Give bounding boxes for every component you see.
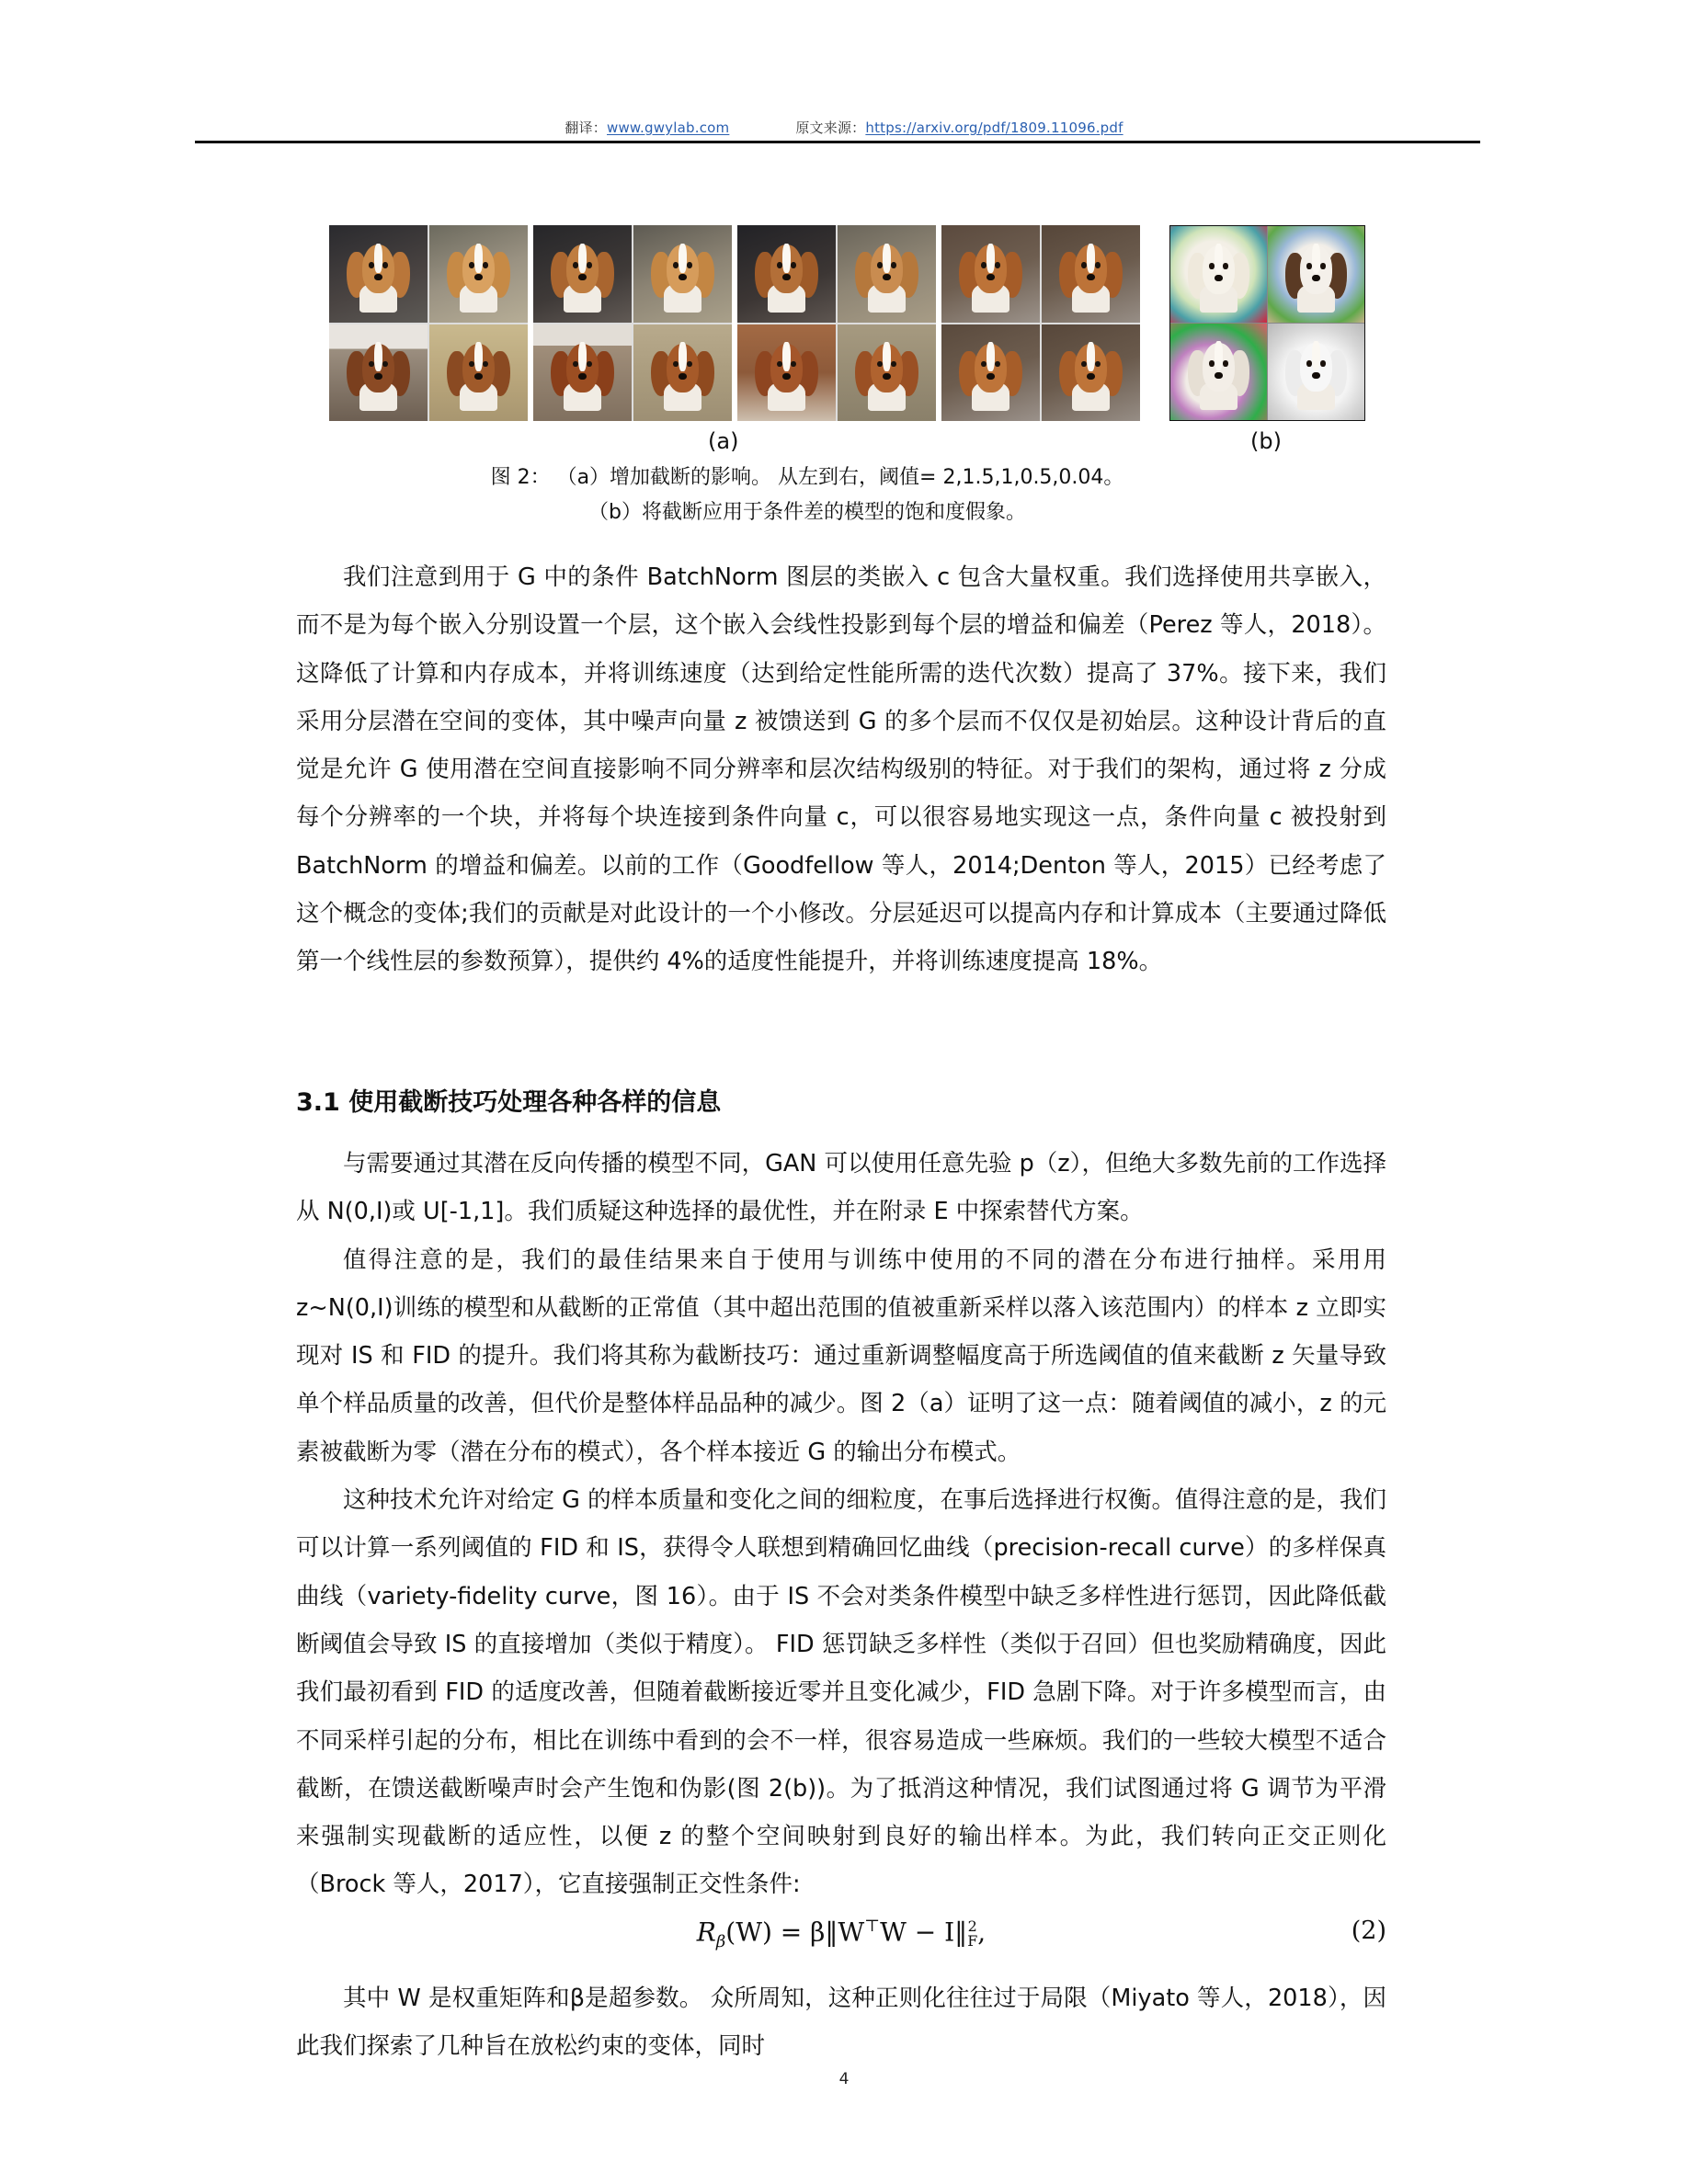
truncation-group-2 (737, 225, 936, 421)
dog-illustration (855, 239, 918, 313)
dog-illustration (447, 337, 509, 411)
sample-image (941, 225, 1040, 323)
sample-image (633, 324, 732, 422)
page-header (0, 118, 1688, 137)
dog-illustration (1188, 337, 1249, 411)
sample-image (737, 225, 836, 323)
body-paragraph-block-2 (296, 1140, 1386, 1909)
truncation-group-0 (329, 225, 528, 421)
saturated-sample-image (1268, 324, 1364, 420)
saturated-sample-image (1268, 226, 1364, 323)
dog-illustration (755, 239, 817, 313)
paragraph-1: 我们注意到用于 G 中的条件 BatchNorm 图层的类嵌入 c 包含大量权重。我们选择使用共享嵌入，而不是为每个嵌入分别设置一个层，这个嵌入会线性投影到每个层的增益和偏差（Perez 等人，2018）。这降低了计算和内存成本，并将训练速度（达到给定性能所需的迭代次数）提高了 37%。接下来，我们采用分层潜在空间的变体，其中噪声向量 z 被馈送到 G 的多个层而不仅仅是初始层。这种设计背后的直觉是允许 G 使用潜在空间直接影响不同分辨率和层次结构级别的特征。对于我们的架构，通过将 z 分成每个分辨率的一个块，并将每个块连接到条件向量 c，可以很容易地实现这一点，条件向量 c 被投射到 BatchNorm 的增益和偏差。以前的工作（Goodfellow 等人，2014;Denton 等人，2015）已经考虑了这个概念的变体;我们的贡献是对此设计的一个小修改。分层延迟可以提高内存和计算成本（主要通过降低第一个线性层的参数预算），提供约 4%的适度性能提升，并将训练速度提高 18%。 (296, 563, 1386, 976)
figure-label-b: (b) (1250, 428, 1282, 454)
sample-image (329, 324, 428, 422)
figure-caption-line1: 图 2： （a）增加截断的影响。 从左到右，阈值= 2,1.5,1,0.5,0.04。 (490, 466, 1124, 489)
dog-illustration (651, 337, 713, 411)
sample-image (633, 225, 732, 323)
translation-label: 翻译： (565, 119, 607, 136)
dog-illustration (1285, 337, 1347, 411)
sample-image (1042, 324, 1140, 422)
dog-illustration (855, 337, 918, 411)
truncation-group-3 (941, 225, 1140, 421)
sample-image (737, 324, 836, 422)
body-paragraph-block-1 (296, 553, 1386, 986)
translation-link[interactable]: www.gwylab.com (607, 119, 730, 136)
source-link[interactable]: https://arxiv.org/pdf/1809.11096.pdf (865, 119, 1123, 136)
dog-illustration (755, 337, 817, 411)
paragraph-2: 与需要通过其潜在反向传播的模型不同，GAN 可以使用任意先验 p（z），但绝大多数先前的工作选择从 N(0,I)或 U[-1,1]。我们质疑这种选择的最优性，并在附录 E 中探索替代方案。 (296, 1150, 1386, 1226)
sample-image (838, 225, 936, 323)
paragraph-4: 这种技术允许对给定 G 的样本质量和变化之间的细粒度，在事后选择进行权衡。值得注意的是，我们可以计算一系列阈值的 FID 和 IS，获得令人联想到精确回忆曲线（precision-recall curve）的多样保真曲线（variety-fidelity curve，图 16）。由于 IS 不会对类条件模型中缺乏多样性进行惩罚，因此降低截断阈值会导致 IS 的直接增加（类似于精度）。 FID 惩罚缺乏多样性（类似于召回）但也奖励精确度，因此我们最初看到 FID 的适度改善，但随着截断接近零并且变化减少，FID 急剧下降。对于许多模型而言，由不同采样引起的分布，相比在训练中看到的会不一样，很容易造成一些麻烦。我们的一些较大模型不适合截断，在馈送截断噪声时会产生饱和伪影(图 2(b))。为了抵消这种情况，我们试图通过将 G 调节为平滑来强制实现截断的适应性，以便 z 的整个空间映射到良好的输出样本。为此，我们转向正交正则化（Brock 等人，2017），它直接强制正交性条件: (296, 1486, 1386, 1899)
paragraph-5: 其中 W 是权重矩阵和β是超参数。 众所周知，这种正则化往往过于局限（Miyato 等人，2018），因此我们探索了几种旨在放松约束的变体，同时 (296, 1985, 1386, 2061)
sample-image (429, 324, 528, 422)
source-label: 原文来源： (795, 119, 866, 136)
dog-illustration (1285, 240, 1347, 313)
dog-illustration (347, 337, 409, 411)
equation-2 (296, 1917, 1386, 1961)
section-heading-3-1: 3.1 使用截断技巧处理各种各样的信息 (296, 1088, 722, 1117)
sample-image (941, 324, 1040, 422)
sample-image (533, 324, 632, 422)
figure-2a-image-grid (329, 225, 1142, 421)
dog-illustration (1188, 240, 1249, 313)
equation-body: $R_\beta(W)$ = β‖W⊤W − I‖ 2 F , (696, 1917, 987, 1951)
sample-image (429, 225, 528, 323)
sample-image (329, 225, 428, 323)
dog-illustration (551, 239, 613, 313)
page-number: 4 (838, 2070, 850, 2088)
figure-2b-image-grid (1169, 225, 1365, 421)
truncation-group-1 (533, 225, 732, 421)
saturated-sample-image (1170, 324, 1267, 420)
dog-illustration (347, 239, 409, 313)
body-paragraph-block-3 (296, 1974, 1386, 2071)
figure-caption-line2: （b）将截断应用于条件差的模型的饱和度假象。 (588, 501, 1026, 524)
sample-image (1042, 225, 1140, 323)
saturated-sample-image (1170, 226, 1267, 323)
dog-illustration (447, 239, 509, 313)
dog-illustration (959, 239, 1021, 313)
sample-image (838, 324, 936, 422)
figure-label-a: (a) (708, 428, 739, 454)
equation-number: (2) (1351, 1917, 1386, 1945)
sample-image (533, 225, 632, 323)
dog-illustration (1059, 239, 1122, 313)
dog-illustration (959, 337, 1021, 411)
dog-illustration (551, 337, 613, 411)
dog-illustration (1059, 337, 1122, 411)
header-rule (195, 141, 1480, 143)
dog-illustration (651, 239, 713, 313)
paragraph-3: 值得注意的是，我们的最佳结果来自于使用与训练中使用的不同的潜在分布进行抽样。采用用 z~N(0,I)训练的模型和从截断的正常值（其中超出范围的值被重新采样以落入该范围内）的样本 z 立即实现对 IS 和 FID 的提升。我们将其称为截断技巧：通过重新调整幅度高于所选阈值的值来截断 z 矢量导致单个样品质量的改善，但代价是整体样品品种的减少。图 2（a）证明了这一点：随着阈值的减小，z 的元素被截断为零（潜在分布的模式），各个样本接近 G 的输出分布模式。 (296, 1246, 1386, 1466)
